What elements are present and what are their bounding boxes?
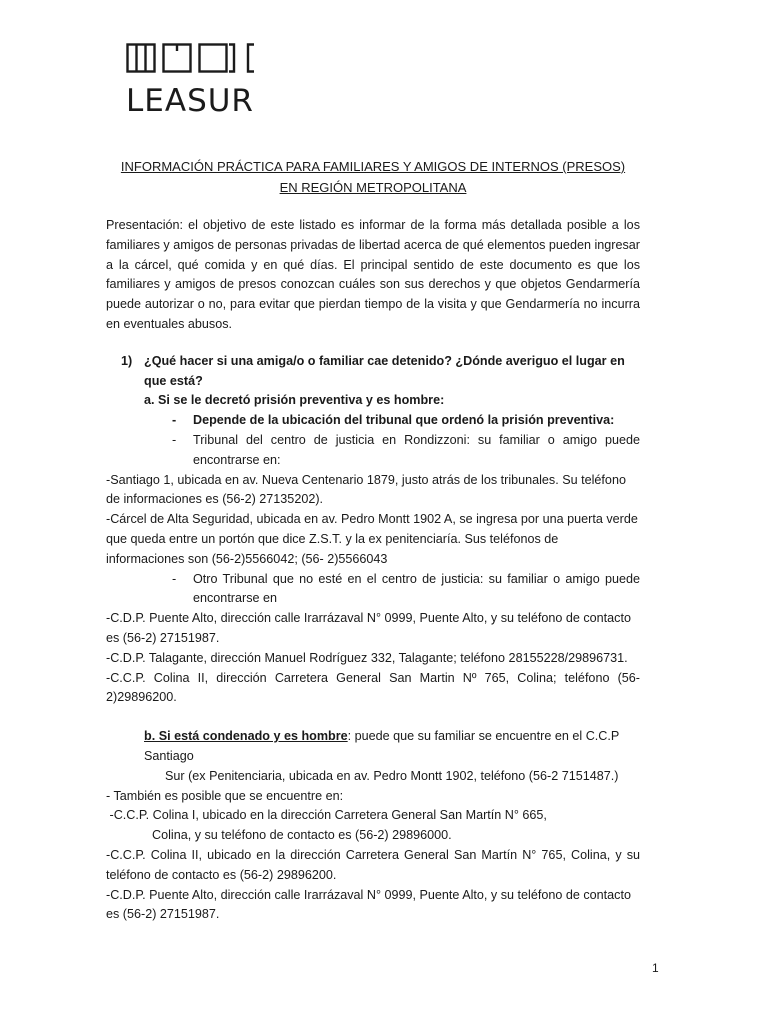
- bullet-rondizzoni: - Tribunal del centro de justicia en Rondizzoni: su familiar o amigo puede encontrarse en:: [172, 432, 640, 467]
- question-text: ¿Qué hacer si una amiga/o o familiar cae detenido? ¿Dónde averiguo el lugar en que está?: [144, 353, 625, 388]
- bullet-tribunal-location: - Depende de la ubicación del tribunal que ordenó la prisión preventiva:: [172, 413, 615, 428]
- puente-alto-entry: -C.D.P. Puente Alto, dirección calle Irarrázaval N° 0999, Puente Alto, y su teléfono de contacto es (56-2) 27151987.: [106, 611, 631, 645]
- section-a-heading: a. Si se le decretó prisión preventiva y es hombre:: [144, 393, 445, 408]
- colina1-entry-line1: -C.C.P. Colina I, ubicado en la dirección Carretera General San Martín N° 665,: [106, 808, 547, 823]
- bullet-otro-tribunal: - Otro Tribunal que no esté en el centro de justicia: su familiar o amigo puede encontrarse en: [172, 571, 640, 606]
- document-title-line1: INFORMACIÓN PRÁCTICA PARA FAMILIARES Y AMIGOS DE INTERNOS (PRESOS): [120, 159, 626, 174]
- colina2-entry-b: -C.C.P. Colina II, ubicado en la dirección Carretera General San Martín N° 765, Colina, y su teléfono de contacto es (56-2) 29896200.: [106, 847, 640, 882]
- talagante-entry: -C.D.P. Talagante, dirección Manuel Rodríguez 332, Talagante; teléfono 28155228/29896731.: [106, 650, 628, 665]
- intro-paragraph: Presentación: el objetivo de este listado es informar de la forma más detallada posible a los familiares y amigos de personas privadas de libertad acerca de qué elementos pueden ingresar a la cárcel, qué comida y en qué días. El principal sentido de este documento es que los familiares y amigos de presos conozcan cuáles son sus derechos y que objetos Gendarmería puede autorizar o no, para evitar que pierdan tiempo de la visita y que Gendarmería no incurra en eventuales abusos.: [106, 218, 640, 331]
- leasur-logo: [126, 43, 256, 118]
- tambien-line: - También es posible que se encuentre en:: [106, 788, 344, 803]
- document-title-line2: EN REGIÓN METROPOLITANA: [279, 180, 467, 195]
- santiago1-entry: -Santiago 1, ubicada en av. Nueva Centenario 1879, justo atrás de los tribunales. Su teléfono de informaciones es (56-2) 27135202).: [106, 472, 626, 507]
- alta-seguridad-entry: -Cárcel de Alta Seguridad, ubicada en av. Pedro Montt 1902 A, se ingresa por una puerta verde que queda entre un portón que dice Z.S.T. y la ex penitenciaría. Sus teléfonos de informaciones son (56-2)5566042; (56- 2)5566043: [106, 512, 638, 566]
- section-b-text: : puede que su familiar se encuentre en el C.C.P Santiago: [144, 729, 620, 763]
- question-number: 1): [121, 353, 133, 368]
- logo-mark-icon: [126, 43, 256, 73]
- logo-text: LEASUR: [126, 83, 254, 119]
- section-b-heading: b. Si está condenado y es hombre: [144, 729, 348, 744]
- document-body: [106, 156, 640, 925]
- puente-alto-entry-b: -C.D.P. Puente Alto, dirección calle Irarrázaval N° 0999, Puente Alto, y su teléfono de contacto es (56-2) 27151987.: [106, 887, 631, 922]
- section-b: [106, 727, 640, 767]
- section-b-text-2: Sur (ex Penitenciaria, ubicada en av. Pedro Montt 1902, teléfono (56-2 7151487.): [165, 768, 619, 783]
- question-1: [106, 352, 640, 392]
- colina2-entry: -C.C.P. Colina II, dirección Carretera General San Martin Nº 765, Colina; teléfono (56-2)29896200.: [106, 670, 640, 705]
- colina1-entry-line2: Colina, y su teléfono de contacto es (56-2) 29896000.: [152, 828, 452, 843]
- page-number: 1: [652, 961, 659, 975]
